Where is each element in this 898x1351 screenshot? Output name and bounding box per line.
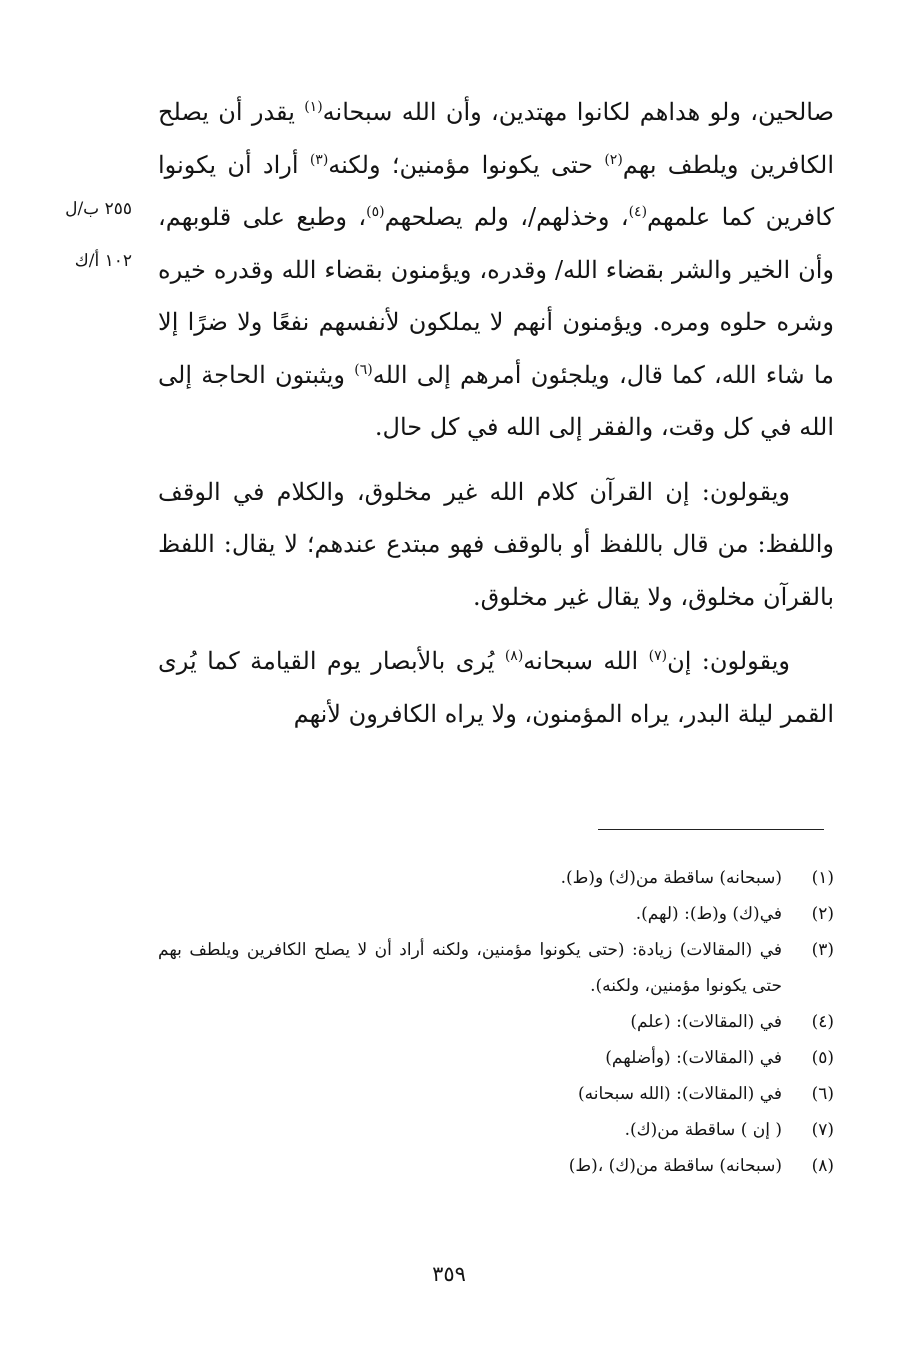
main-body-text — [158, 86, 834, 740]
footnote-text: في (المقالات) زيادة: (حتى يكونوا مؤمنين، ولكنه أراد أن لا يصلح الكافرين ويلطف بهم حتى يكونوا مؤمنين، ولكنه). — [158, 940, 782, 996]
footnote-item — [158, 896, 834, 932]
footnote-separator — [598, 829, 824, 830]
paragraph-1 — [158, 86, 834, 454]
footnote-number: (٣) — [811, 940, 834, 960]
footnote-text: في (المقالات): (الله سبحانه) — [578, 1084, 782, 1104]
footnote-item — [158, 1112, 834, 1148]
footnote-text: في(ك) و(ط): (لهم). — [635, 904, 782, 924]
footnote-text: ( إن ) ساقطة من(ك). — [624, 1120, 782, 1140]
text-segment: الله سبحانه — [523, 647, 649, 675]
footnote-item — [158, 1148, 834, 1184]
text-segment: حتى يكونوا مؤمنين؛ ولكنه — [328, 150, 605, 179]
footnote-number: (١) — [811, 868, 834, 888]
footnote-item — [158, 1004, 834, 1040]
footnote-number: (٧) — [811, 1120, 834, 1140]
footnote-ref-7: (٧) — [648, 648, 668, 664]
footnote-text: في (المقالات): (وأضلهم) — [605, 1048, 782, 1068]
footnote-ref-8: (٨) — [504, 648, 524, 664]
text-segment: ويقولون: إن — [667, 647, 790, 675]
footnote-text: (سبحانه) ساقطة من(ك) ،(ط) — [568, 1156, 782, 1176]
footnote-number: (٤) — [811, 1012, 834, 1032]
page-number: ٣٥٩ — [432, 1262, 466, 1286]
margin-note-manuscript-ref-1: ٢٥٥ ب/ل — [65, 199, 132, 219]
paragraph-spacer — [158, 454, 834, 466]
paragraph-3 — [158, 635, 834, 740]
footnote-ref-2: (٢) — [604, 151, 623, 168]
paragraph-2 — [158, 466, 834, 624]
footnote-text: (سبحانه) ساقطة من(ك) و(ط). — [560, 868, 782, 888]
footnote-item — [158, 932, 834, 1004]
footnote-ref-4: (٤) — [628, 204, 648, 220]
text-segment: ويقولون: إن القرآن كلام الله غير مخلوق، والكلام في الوقف واللفظ: من قال باللفظ أو بالوقف فهو مبتدع عندهم؛ لا يقال: اللفظ بالقرآن مخلوق، ولا يقال غير مخلوق. — [158, 477, 834, 611]
text-segment: ، وطبع على قلوبهم، وأن الخير والشر بقضاء الله/ وقدره، ويؤمنون بقضاء الله وقدره خيره وشره حلوه ومره. ويؤمنون أنهم لا يملكون لأنفسهم نفعًا ولا ضرًا إلا ما شاء الله، كما قال، ويلجئون أمرهم إلى الله — [158, 203, 834, 389]
footnote-item — [158, 1040, 834, 1076]
footnote-number: (٦) — [811, 1084, 834, 1104]
text-segment: ، وخذلهم/، ولم يصلحهم — [384, 203, 629, 231]
footnotes-list — [158, 860, 834, 1184]
footnote-ref-6: (٦) — [354, 361, 373, 378]
footnote-number: (٢) — [811, 904, 834, 924]
text-segment: صالحين، ولو هداهم لكانوا مهتدين، وأن الله سبحانه — [322, 98, 834, 126]
text-segment: أراد أن يكونوا كافرين كما علمهم — [158, 150, 834, 231]
footnote-text: في (المقالات): (علم) — [630, 1012, 782, 1032]
paragraph-spacer — [158, 623, 834, 635]
text-segment: ويثبتون الحاجة إلى الله في كل وقت، والفقر إلى الله في كل حال. — [158, 360, 834, 441]
footnote-ref-3: (٣) — [309, 151, 329, 168]
footnote-item — [158, 860, 834, 896]
margin-note-manuscript-ref-2: ١٠٢ أ/ك — [74, 251, 132, 271]
text-segment: يقدر أن يصلح الكافرين ويلطف بهم — [158, 98, 835, 179]
footnote-ref-1: (١) — [304, 99, 323, 115]
footnote-item — [158, 1076, 834, 1112]
footnote-number: (٥) — [811, 1048, 834, 1068]
footnote-number: (٨) — [811, 1156, 834, 1176]
text-segment: يُرى بالأبصار يوم القيامة كما يُرى القمر ليلة البدر، يراه المؤمنون، ولا يراه الكافرون لأنهم — [158, 647, 834, 728]
footnote-ref-5: (٥) — [366, 204, 385, 220]
